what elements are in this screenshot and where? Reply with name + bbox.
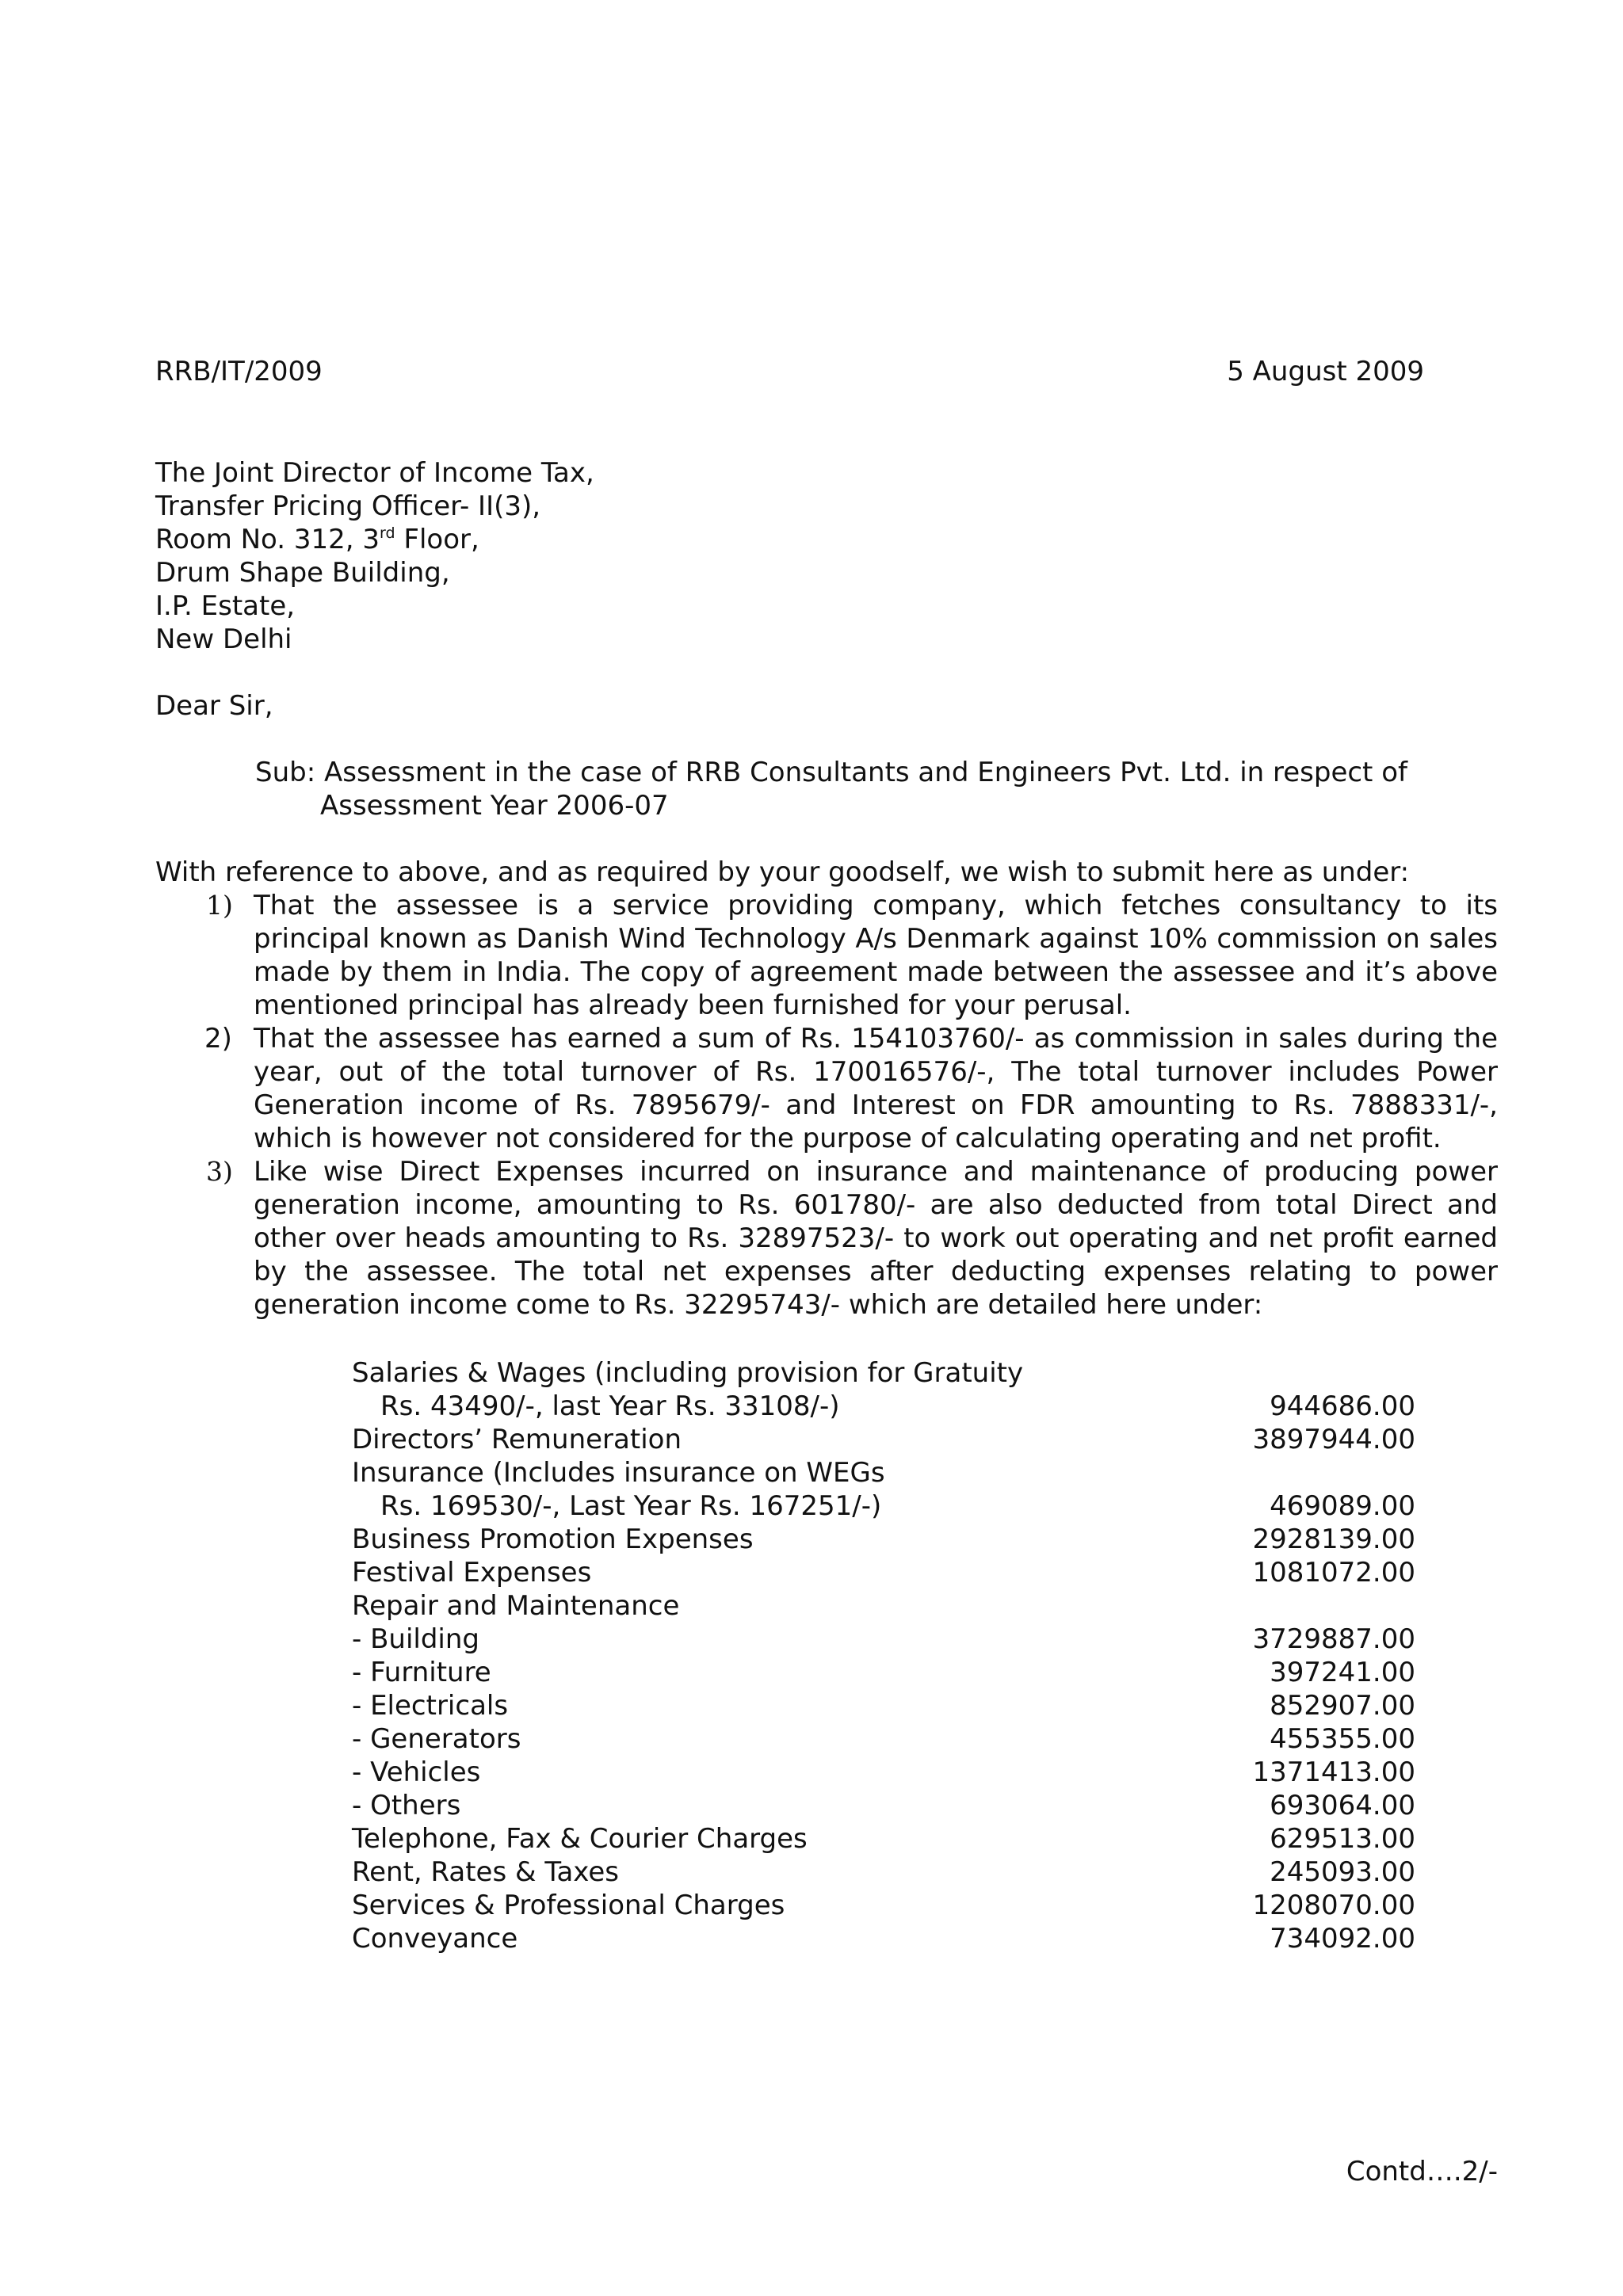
point-item — [155, 1155, 1498, 1322]
subject-line-continued: Assessment Year 2006-07 — [320, 790, 669, 822]
point-item — [155, 1022, 1498, 1155]
expense-row — [352, 1889, 1415, 1922]
expense-amount: 1371413.00 — [1252, 1756, 1415, 1788]
expense-amount: 944686.00 — [1270, 1390, 1415, 1422]
intro-paragraph: With reference to above, and as required by your goodself, we wish to submit here as under: — [155, 856, 1410, 888]
address-line — [155, 523, 594, 556]
point-text: That the assessee has earned a sum of Rs. 154103760/- as commission in sales during the year, out of the total turnover of Rs. 170016576/-, The total turnover includes Power Generation income of Rs. 7895679/- and Interest on FDR amounting to Rs. 7888331/-, which is however not considered for the purpose of calculating operating and net profit. — [254, 1023, 1498, 1154]
numbered-points — [155, 889, 1498, 1322]
expense-amount: 245093.00 — [1270, 1856, 1415, 1888]
expense-label: - Others — [352, 1790, 461, 1821]
address-line: The Joint Director of Income Tax, — [155, 457, 594, 489]
ordinal-suffix: rd — [380, 524, 395, 542]
expense-row — [352, 1623, 1415, 1656]
expense-row — [352, 1656, 1415, 1689]
letter-date: 5 August 2009 — [1227, 356, 1424, 387]
expense-row — [352, 1922, 1415, 1955]
expense-label: Telephone, Fax & Courier Charges — [352, 1823, 808, 1855]
point-item — [155, 889, 1498, 1022]
address-line: I.P. Estate, — [155, 590, 296, 622]
expense-row — [352, 1855, 1415, 1889]
expense-amount: 629513.00 — [1270, 1823, 1415, 1855]
expense-amount: 852907.00 — [1270, 1690, 1415, 1722]
reference-number: RRB/IT/2009 — [155, 356, 323, 387]
expense-label: Salaries & Wages (including provision for Gratuity — [352, 1357, 1024, 1389]
expense-row — [352, 1789, 1415, 1822]
expense-row — [352, 1722, 1415, 1756]
expense-amount: 397241.00 — [1270, 1657, 1415, 1688]
address-line-text: Room No. 312, 3 — [155, 524, 380, 555]
expense-label: Repair and Maintenance — [352, 1590, 680, 1622]
expense-row — [352, 1523, 1415, 1556]
expense-amount: 734092.00 — [1270, 1923, 1415, 1955]
address-line-text: Floor, — [395, 524, 479, 555]
address-line: New Delhi — [155, 624, 292, 655]
point-number: 3) — [206, 1156, 233, 1187]
expense-label: Rent, Rates & Taxes — [352, 1856, 619, 1888]
expense-label: Insurance (Includes insurance on WEGs — [352, 1457, 885, 1489]
expense-label: - Electricals — [352, 1690, 509, 1722]
expense-label: - Building — [352, 1623, 480, 1655]
expense-label: - Generators — [352, 1723, 521, 1755]
expense-row — [352, 1423, 1415, 1456]
expense-label: Business Promotion Expenses — [352, 1524, 754, 1555]
expense-sublabel: Rs. 169530/-, Last Year Rs. 167251/-) — [380, 1490, 882, 1522]
expenses-table — [352, 1356, 1415, 1955]
salutation: Dear Sir, — [155, 690, 273, 722]
expense-amount: 1208070.00 — [1252, 1890, 1415, 1921]
expense-row — [352, 1456, 1415, 1489]
expense-label: Festival Expenses — [352, 1557, 592, 1589]
expense-amount: 455355.00 — [1270, 1723, 1415, 1755]
point-number: 1) — [206, 890, 233, 921]
recipient-address — [155, 456, 594, 656]
expense-amount: 3897944.00 — [1252, 1424, 1415, 1455]
expense-amount: 3729887.00 — [1252, 1623, 1415, 1655]
address-line: Transfer Pricing Officer- II(3), — [155, 490, 541, 522]
subject — [255, 756, 1523, 822]
expense-label: Directors’ Remuneration — [352, 1424, 682, 1455]
expense-row — [352, 1356, 1415, 1390]
point-text: Like wise Direct Expenses incurred on insurance and maintenance of producing power generation income, amounting to Rs. 601780/- are also deducted from total Direct and other over heads amounting to Rs. 32897523/- to work out operating and net profit earned by the assessee. The total net expenses after deducting expenses relating to power generation income come to Rs. 32295743/- which are detailed here under: — [254, 1156, 1498, 1321]
expense-amount: 469089.00 — [1270, 1490, 1415, 1522]
expense-row — [352, 1489, 1415, 1523]
expense-row — [352, 1556, 1415, 1589]
expense-label: - Furniture — [352, 1657, 491, 1688]
continued-note: Contd….2/- — [1346, 2156, 1498, 2187]
expense-label: - Vehicles — [352, 1756, 481, 1788]
expense-amount: 693064.00 — [1270, 1790, 1415, 1821]
expense-label: Conveyance — [352, 1923, 518, 1955]
address-line: Drum Shape Building, — [155, 557, 450, 589]
expense-row — [352, 1689, 1415, 1722]
expense-row — [352, 1756, 1415, 1789]
subject-line: Sub: Assessment in the case of RRB Consultants and Engineers Pvt. Ltd. in respect of — [255, 757, 1407, 788]
expense-row — [352, 1589, 1415, 1623]
expense-amount: 1081072.00 — [1252, 1557, 1415, 1589]
expense-sublabel: Rs. 43490/-, last Year Rs. 33108/-) — [380, 1390, 840, 1422]
expense-row — [352, 1390, 1415, 1423]
expense-row — [352, 1822, 1415, 1855]
point-number: 2) — [204, 1023, 232, 1055]
expense-label: Services & Professional Charges — [352, 1890, 785, 1921]
point-text: That the assessee is a service providing company, which fetches consultancy to its principal known as Danish Wind Technology A/s Denmark against 10% commission on sales made by them in India. The copy of agreement made between the assessee and it’s above mentioned principal has already been furnished for your perusal. — [254, 890, 1498, 1021]
expense-amount: 2928139.00 — [1252, 1524, 1415, 1555]
